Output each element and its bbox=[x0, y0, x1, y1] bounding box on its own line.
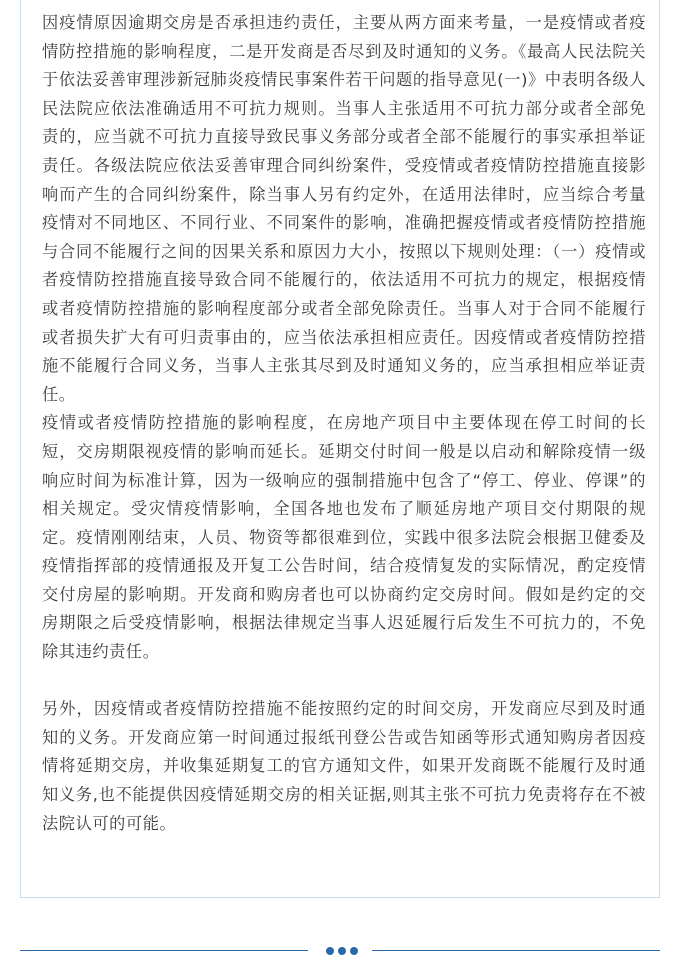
dot-icon bbox=[350, 947, 358, 955]
divider-line-left bbox=[20, 950, 308, 951]
dot-icon bbox=[326, 947, 334, 955]
paragraph-spacer bbox=[42, 667, 646, 696]
article-body bbox=[42, 9, 646, 838]
article-paragraph-3: 另外，因疫情或者疫情防控措施不能按照约定的时间交房，开发商应尽到及时通知的义务。开发商应第一时间通过报纸刊登公告或告知函等形式通知购房者因疫情将延期交房，并收集延期复工的官方通知文件，如果开发商既不能履行及时通知义务,也不能提供因疫情延期交房的相关证据,则其主张不可抗力免责将存在不被法院认可的可能。 bbox=[42, 699, 646, 833]
ellipsis-dots-icon bbox=[326, 946, 358, 956]
section-divider bbox=[20, 944, 660, 958]
dot-icon bbox=[338, 947, 346, 955]
article-paragraph-2: 疫情或者疫情防控措施的影响程度，在房地产项目中主要体现在停工时间的长短，交房期限视疫情的影响而延长。延期交付时间一般是以启动和解除疫情一级响应时间为标准计算，因为一级响应的强制措施中包含了“停工、停业、停课”的相关规定。受灾情疫情影响，全国各地也发布了顺延房地产项目交付期限的规定。疫情刚刚结束，人员、物资等都很难到位，实践中很多法院会根据卫健委及疫情指挥部的疫情通报及开复工公告时间，结合疫情复发的实际情况，酌定疫情交付房屋的影响期。开发商和购房者也可以协商约定交房时间。假如是约定的交房期限之后受疫情影响，根据法律规定当事人迟延履行后发生不可抗力的，不免除其违约责任。 bbox=[42, 413, 646, 662]
divider-line-right bbox=[372, 950, 660, 951]
article-paragraph-1: 因疫情原因逾期交房是否承担违约责任，主要从两方面来考量，一是疫情或者疫情防控措施的影响程度，二是开发商是否尽到及时通知的义务。《最高人民法院关于依法妥善审理涉新冠肺炎疫情民事案件若干问题的指导意见(一)》中表明各级人民法院应依法准确适用不可抗力规则。当事人主张适用不可抗力部分或者全部免责的，应当就不可抗力直接导致民事义务部分或者全部不能履行的事实承担举证责任。各级法院应依法妥善审理合同纠纷案件，受疫情或者疫情防控措施直接影响而产生的合同纠纷案件，除当事人另有约定外，在适用法律时，应当综合考量疫情对不同地区、不同行业、不同案件的影响，准确把握疫情或者疫情防控措施与合同不能履行之间的因果关系和原因力大小，按照以下规则处理：（一）疫情或者疫情防控措施直接导致合同不能履行的，依法适用不可抗力的规定，根据疫情或者疫情防控措施的影响程度部分或者全部免除责任。当事人对于合同不能履行或者损失扩大有可归责事由的，应当依法承担相应责任。因疫情或者疫情防控措施不能履行合同义务，当事人主张其尽到及时通知义务的，应当承担相应举证责任。 bbox=[42, 13, 646, 404]
